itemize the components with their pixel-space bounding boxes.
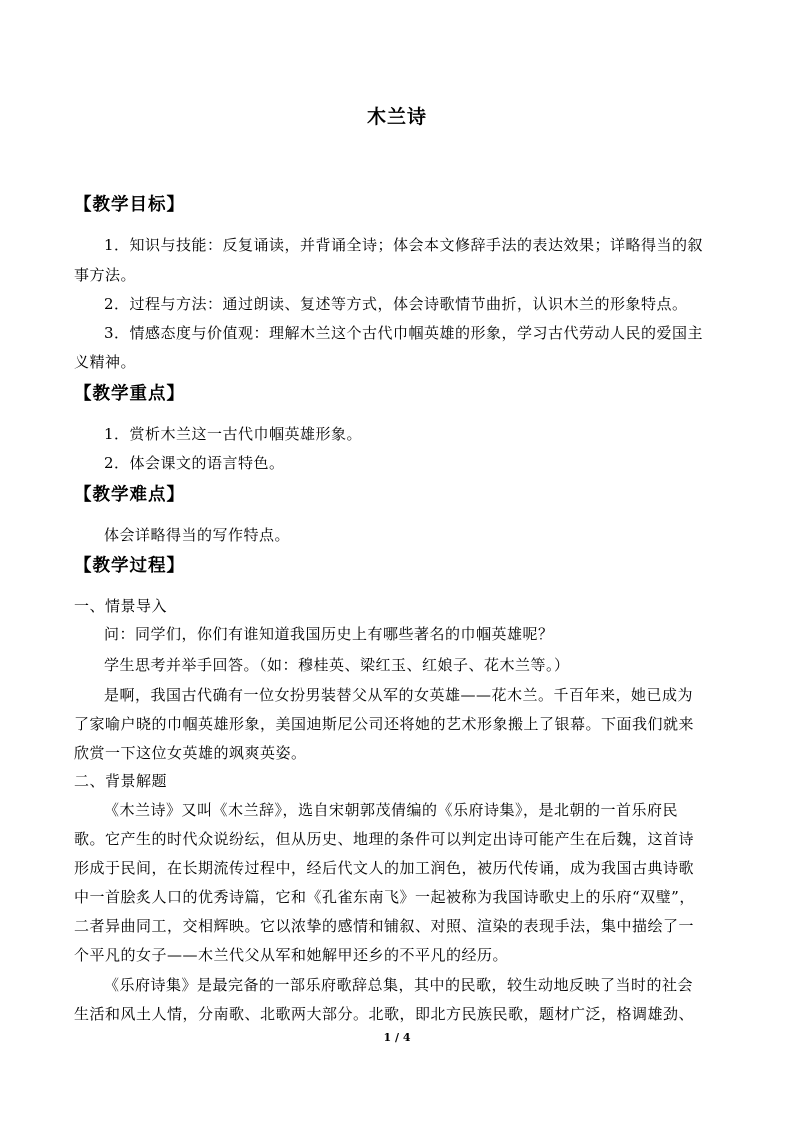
goals-line-3: 2．过程与方法：通过朗读、复述等方式，体会诗歌情节曲折，认识木兰的形象特点。 [104, 295, 688, 313]
part2-line-5: 二者异曲同工，交相辉映。它以浓挚的感情和铺叙、对照、渲染的表现手法，集中描绘了一 [74, 917, 695, 935]
goals-heading: 【教学目标】 [74, 195, 185, 215]
goals-line-2: 事方法。 [74, 266, 137, 284]
part2-line-7: 《乐府诗集》是最完备的一部乐府歌辞总集，其中的民歌，较生动地反映了当时的社会 [104, 976, 694, 994]
part2-line-6: 个平凡的女子——木兰代父从军和她解甲还乡的不平凡的经历。 [74, 946, 509, 964]
process-part2-title: 二、背景解题 [74, 772, 168, 790]
goals-line-4: 3．情感态度与价值观：理解木兰这个古代巾帼英雄的形象，学习古代劳动人民的爱国主 [104, 324, 704, 342]
key-points-line-1: 1．赏析木兰这一古代巾帼英雄形象。 [104, 425, 363, 443]
goals-line-5: 义精神。 [74, 353, 137, 371]
part1-line-1: 问：同学们，你们有谁知道我国历史上有哪些著名的巾帼英雄呢？ [104, 625, 554, 643]
page-number: 1 / 4 [383, 1031, 411, 1044]
page-title: 木兰诗 [366, 106, 427, 128]
part2-line-3: 形成于民间，在长期流传过程中，经后代文人的加工润色，被历代传诵，成为我国古典诗歌 [74, 859, 695, 877]
part1-line-3: 是啊，我国古代确有一位女扮男装替父从军的女英雄——花木兰。千百年来，她已成为 [104, 686, 694, 704]
part2-line-8: 生活和风土人情，分南歌、北歌两大部分。北歌，即北方民族民歌，题材广泛，格调雄劲、 [74, 1005, 695, 1023]
part1-line-2: 学生思考并举手回答。（如：穆桂英、梁红玉、红娘子、花木兰等。） [104, 656, 570, 674]
key-points-line-2: 2．体会课文的语言特色。 [104, 454, 285, 472]
part2-line-2: 歌。它产生的时代众说纷纭，但从历史、地理的条件可以判定出诗可能产生在后魏，这首诗 [74, 830, 695, 848]
key-points-heading: 【教学重点】 [74, 384, 185, 404]
goals-line-1: 1．知识与技能：反复诵读，并背诵全诗；体会本文修辞手法的表达效果；详略得当的叙 [104, 236, 704, 254]
difficulties-line-1: 体会详略得当的写作特点。 [104, 526, 291, 544]
difficulties-heading: 【教学难点】 [74, 485, 185, 505]
part2-line-4: 中一首脍炙人口的优秀诗篇，它和《孔雀东南飞》一起被称为我国诗歌史上的乐府“双璧”， [74, 888, 695, 906]
part1-line-4: 了家喻户晓的巾帼英雄形象，美国迪斯尼公司还将她的艺术形象搬上了银幕。下面我们就来 [74, 715, 695, 733]
part1-line-5: 欣赏一下这位女英雄的飒爽英姿。 [74, 744, 307, 762]
part2-line-1: 《木兰诗》又叫《木兰辞》，选自宋朝郭茂倩编的《乐府诗集》，是北朝的一首乐府民 [104, 801, 679, 819]
process-heading: 【教学过程】 [74, 556, 185, 576]
process-part1-title: 一、情景导入 [74, 597, 168, 615]
